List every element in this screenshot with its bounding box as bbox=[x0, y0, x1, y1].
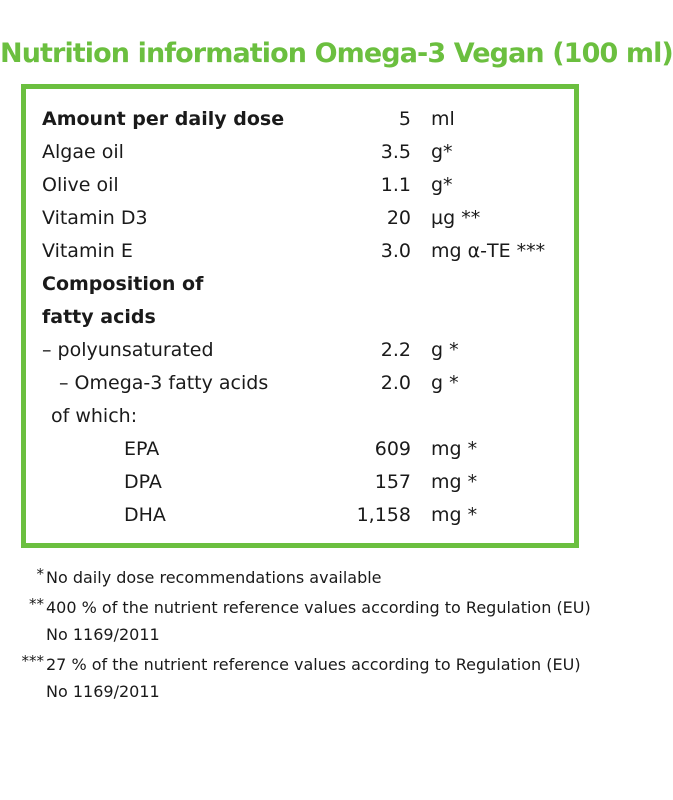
row-unit: mg α-TE *** bbox=[431, 240, 546, 262]
row-unit: mg * bbox=[431, 471, 478, 493]
table-row bbox=[26, 466, 574, 499]
table-row bbox=[26, 499, 574, 532]
row-label: Olive oil bbox=[42, 174, 119, 196]
table-row bbox=[26, 433, 574, 466]
table-row bbox=[26, 268, 574, 301]
row-value: 5 bbox=[398, 108, 411, 130]
page-title: Nutrition information Omega-3 Vegan (100 ml) bbox=[0, 38, 673, 69]
row-value: 1,158 bbox=[356, 504, 411, 526]
row-label: Amount per daily dose bbox=[42, 108, 285, 130]
footnote bbox=[36, 565, 382, 590]
row-value: 3.5 bbox=[380, 141, 411, 163]
row-label: DHA bbox=[124, 504, 166, 526]
footnote-text: 400 % of the nutrient reference values according to Regulation (EU) bbox=[46, 598, 591, 617]
row-unit: g* bbox=[431, 141, 453, 163]
table-row bbox=[26, 169, 574, 202]
footnote-mark: *** bbox=[21, 652, 44, 670]
footnote bbox=[21, 652, 581, 677]
row-label: EPA bbox=[124, 438, 160, 460]
row-unit: µg ** bbox=[431, 207, 481, 229]
row-value: 1.1 bbox=[380, 174, 411, 196]
row-label: Composition of bbox=[42, 273, 204, 295]
row-label: Vitamin D3 bbox=[42, 207, 148, 229]
row-label: – polyunsaturated bbox=[42, 339, 214, 361]
row-value: 609 bbox=[374, 438, 411, 460]
footnote-mark: * bbox=[36, 565, 44, 583]
row-unit: g * bbox=[431, 372, 459, 394]
footnote bbox=[29, 595, 591, 620]
row-unit: mg * bbox=[431, 504, 478, 526]
footnote-text-continued: No 1169/2011 bbox=[46, 625, 160, 644]
row-value: 2.0 bbox=[380, 372, 411, 394]
row-value: 157 bbox=[374, 471, 411, 493]
row-unit: mg * bbox=[431, 438, 478, 460]
row-label: of which: bbox=[51, 405, 138, 427]
row-label: DPA bbox=[124, 471, 162, 493]
row-unit: g* bbox=[431, 174, 453, 196]
table-row bbox=[26, 235, 574, 268]
footnote bbox=[46, 622, 160, 647]
row-unit: ml bbox=[431, 108, 455, 130]
row-value: 2.2 bbox=[380, 339, 411, 361]
footnote-text-continued: No 1169/2011 bbox=[46, 682, 160, 701]
table-row bbox=[26, 103, 574, 136]
row-value: 3.0 bbox=[380, 240, 411, 262]
footnote-text: No daily dose recommendations available bbox=[46, 568, 382, 587]
row-label: Algae oil bbox=[42, 141, 124, 163]
table-row bbox=[26, 202, 574, 235]
footnote bbox=[46, 679, 160, 704]
table-row bbox=[26, 400, 574, 433]
row-value: 20 bbox=[386, 207, 411, 229]
footnote-mark: ** bbox=[29, 595, 44, 613]
row-label: – Omega-3 fatty acids bbox=[59, 372, 269, 394]
table-row bbox=[26, 136, 574, 169]
table-row bbox=[26, 301, 574, 334]
footnote-text: 27 % of the nutrient reference values according to Regulation (EU) bbox=[46, 655, 581, 674]
row-unit: g * bbox=[431, 339, 459, 361]
nutrition-table bbox=[21, 84, 579, 548]
table-row bbox=[26, 367, 574, 400]
row-label: fatty acids bbox=[42, 306, 156, 328]
row-label: Vitamin E bbox=[42, 240, 133, 262]
table-row bbox=[26, 334, 574, 367]
